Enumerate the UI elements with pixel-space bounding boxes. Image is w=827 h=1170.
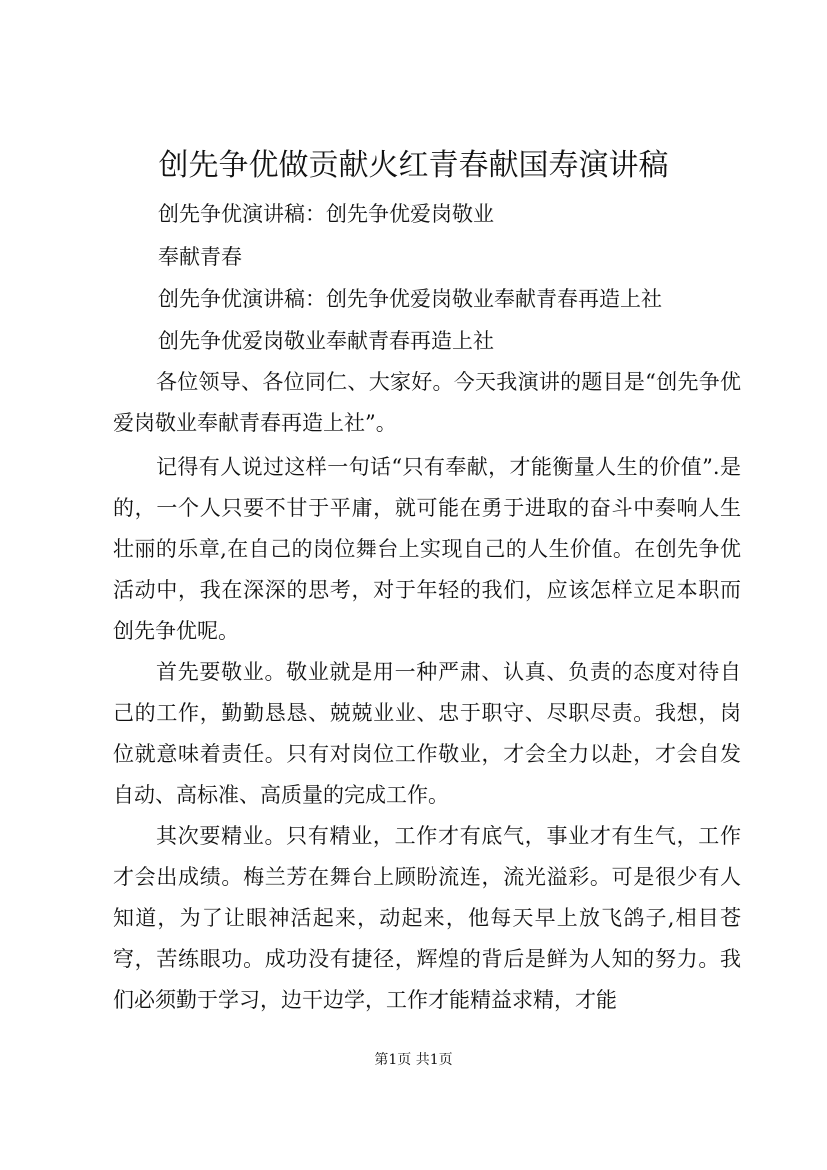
- body-paragraph: 首先要敬业。敬业就是用一种严肃、认真、负责的态度对待自己的工作，勤勤恳恳、兢兢业业、忠于职守、尽职尽责。我想，岗位就意味着责任。只有对岗位工作敬业，才会全力以赴，才会自发自动、高标准、高质量的完成工作。: [113, 660, 741, 807]
- subtitle-line: 奉献青春: [158, 245, 242, 269]
- body-paragraph: 各位领导、各位同仁、大家好。今天我演讲的题目是“创先争优爱岗敬业奉献青春再造上社”。: [113, 370, 741, 435]
- body-paragraph: 记得有人说过这样一句话“只有奉献，才能衡量人生的价值”.是的，一个人只要不甘于平庸，就可能在勇于进取的奋斗中奏响人生壮丽的乐章,在自己的岗位舞台上实现自己的人生价值。在创先争优活动中，我在深深的思考，对于年轻的我们，应该怎样立足本职而创先争优呢。: [113, 455, 741, 643]
- subtitle-line: 创先争优演讲稿：创先争优爱岗敬业: [158, 202, 494, 226]
- subtitle-line: 创先争优爱岗敬业奉献青春再造上社: [158, 329, 494, 353]
- document-title: 创先争优做贡献火红青春献国寿演讲稿: [158, 148, 669, 183]
- subtitle-line: 创先争优演讲稿：创先争优爱岗敬业奉献青春再造上社: [158, 287, 662, 311]
- body-paragraph: 其次要精业。只有精业，工作才有底气，事业才有生气，工作才会出成绩。梅兰芳在舞台上顾盼流连，流光溢彩。可是很少有人知道，为了让眼神活起来，动起来，他每天早上放飞鸽子,相目苍穹，苦练眼功。成功没有捷径，辉煌的背后是鲜为人知的努力。我们必须勤于学习，边干边学，工作才能精益求精，才能: [113, 824, 741, 1012]
- page-footer: 第1页 共1页: [374, 1052, 453, 1068]
